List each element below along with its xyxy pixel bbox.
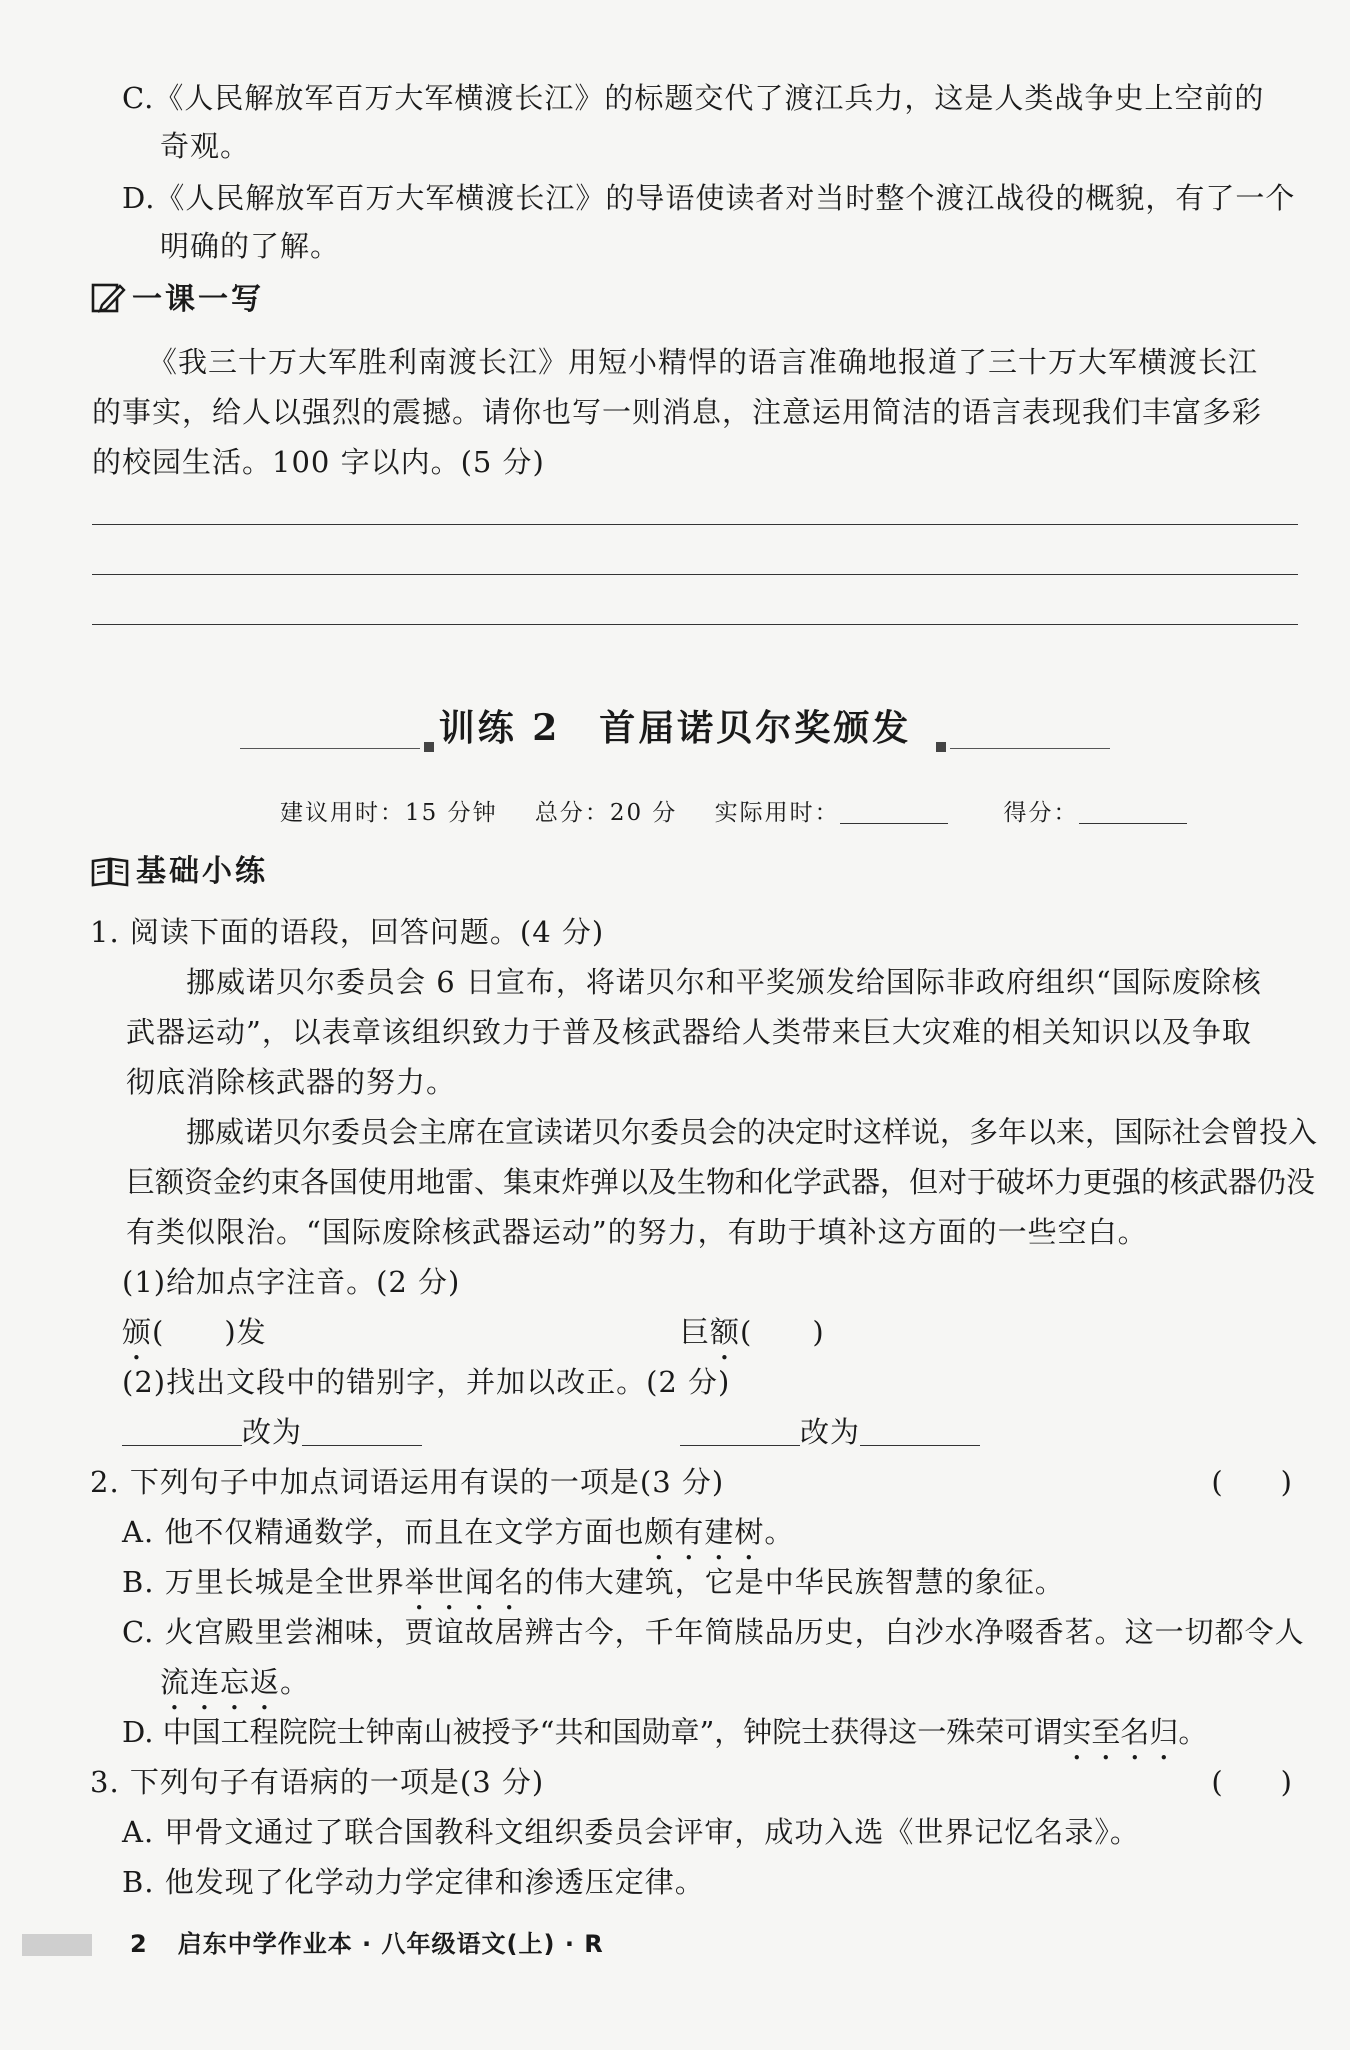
title-right-rule: [950, 748, 1110, 749]
q1-correction-row-1: [122, 1412, 422, 1452]
q2-option-d[interactable]: [122, 1712, 1207, 1767]
q1-passage-p2-line3: 有类似限治。“国际废除核武器运动”的努力，有助于填补这方面的一些空白。: [126, 1215, 1148, 1249]
option-b-end: 的伟大建筑，它是中华民族智慧的象征。: [524, 1565, 1065, 1599]
suggested-time: 建议用时：15 分钟: [280, 800, 498, 826]
q1-sub2: (2)找出文段中的错别字，并加以改正。(2 分): [122, 1365, 731, 1399]
training-meta: [280, 796, 1187, 830]
title-right-square: [936, 742, 946, 752]
option-b-text: B. 万里长城是全世界: [122, 1565, 405, 1599]
q3-stem: 3. 下列句子有语病的一项是(3 分): [90, 1765, 545, 1799]
footer-bar: [22, 1934, 92, 1956]
pencil-note-icon: [90, 281, 126, 315]
q2-option-c-line1[interactable]: C. 火宫殿里尝湘味，贾谊故居辨古今，千年简牍品历史，白沙水净啜香茗。这一切都令人: [122, 1615, 1305, 1649]
pinyin-blank-2[interactable]: ( ): [740, 1315, 825, 1349]
option-d-text: D. 中国工程院院士钟南山被授予“共和国勋章”，钟院士获得这一殊荣可谓: [122, 1715, 1063, 1749]
q1-sub1: (1)给加点字注音。(2 分): [122, 1265, 461, 1299]
score-got-label: 得分：: [1003, 800, 1079, 826]
dotted-phrase: 举世闻名: [404, 1565, 525, 1599]
q2-option-c-line2: [160, 1662, 310, 1717]
dotted-phrase: 实至名归: [1062, 1715, 1179, 1749]
option-c-line1: C.《人民解放军百万大军横渡长江》的标题交代了渡江兵力，这是人类战争史上空前的: [122, 81, 1265, 115]
q1-correction-row-2: [680, 1412, 980, 1452]
plain-char: 巨: [680, 1315, 711, 1349]
dotted-phrase: 颇有建树: [644, 1515, 765, 1549]
answer-line-2[interactable]: [92, 574, 1298, 575]
q3-answer-paren[interactable]: ( ): [1211, 1765, 1292, 1799]
q3-option-b[interactable]: B. 他发现了化学动力学定律和渗透压定律。: [122, 1865, 705, 1899]
dotted-char: 额: [710, 1315, 741, 1349]
footer-text: [130, 1924, 604, 1959]
option-c-end: 。: [280, 1665, 311, 1699]
writing-prompt-line3: 的校园生活。100 字以内。(5 分): [92, 445, 545, 479]
dotted-char: 颁: [122, 1315, 153, 1349]
q2-option-b[interactable]: [122, 1562, 1065, 1617]
option-d-line2: 明确的了解。: [160, 229, 341, 263]
option-c-line2: 奇观。: [160, 129, 251, 163]
writing-prompt-line1: 《我三十万大军胜利南渡长江》用短小精悍的语言准确地报道了三十万大军横渡长江: [148, 345, 1259, 379]
page-number: 2: [130, 1930, 148, 1958]
q3-option-a[interactable]: A. 甲骨文通过了联合国教科文组织委员会评审，成功入选《世界记忆名录》。: [122, 1815, 1140, 1849]
option-a-end: 。: [764, 1515, 795, 1549]
actual-time-blank[interactable]: [840, 799, 948, 824]
training-title-block: [240, 700, 1110, 760]
page-footer: [0, 1920, 1350, 1970]
q1-passage-p1-line1: 挪威诺贝尔委员会 6 日宣布，将诺贝尔和平奖颁发给国际非政府组织“国际废除核: [186, 965, 1262, 999]
answer-line-3[interactable]: [92, 624, 1298, 625]
q1-passage-p2-line2: 巨额资金约束各国使用地雷、集束炸弹以及生物和化学武器，但对于破坏力更强的核武器仍没: [126, 1165, 1316, 1199]
q2-answer-paren[interactable]: ( ): [1211, 1465, 1292, 1499]
wrong-char-blank-1[interactable]: [122, 1419, 242, 1446]
writing-prompt-line2: 的事实，给人以强烈的震撼。请你也写一则消息，注意运用简洁的语言表现我们丰富多彩: [92, 395, 1263, 429]
q1-pinyin-item1: [122, 1312, 267, 1367]
open-book-icon: [90, 855, 130, 887]
writing-heading-text: 一课一写: [132, 282, 264, 317]
option-d-line1: D.《人民解放军百万大军横渡长江》的导语使读者对当时整个渡江战役的概貌，有了一个: [122, 181, 1296, 215]
q2-stem: 2. 下列句子中加点词语运用有误的一项是(3 分): [90, 1465, 725, 1499]
basic-section-heading: [90, 852, 268, 892]
writing-section-heading: [90, 280, 264, 320]
wrong-char-blank-2[interactable]: [680, 1419, 800, 1446]
option-a-text: A. 他不仅精通数学，而且在文学方面也: [122, 1515, 645, 1549]
q2-option-a[interactable]: [122, 1512, 794, 1567]
fix-label-2: 改为: [800, 1415, 861, 1449]
actual-time-label: 实际用时：: [714, 800, 840, 826]
dotted-phrase: 流连忘返: [160, 1665, 281, 1699]
q1-stem: 1. 阅读下面的语段，回答问题。(4 分): [90, 915, 605, 949]
right-char-blank-2[interactable]: [860, 1419, 980, 1446]
fix-label-1: 改为: [242, 1415, 303, 1449]
score-got-blank[interactable]: [1079, 799, 1187, 824]
training-title: 训练 2 首届诺贝尔奖颁发: [438, 707, 912, 749]
basic-heading-text: 基础小练: [136, 854, 268, 889]
option-d-end: 。: [1178, 1715, 1208, 1749]
answer-line-1[interactable]: [92, 524, 1298, 525]
q1-pinyin-item2: [680, 1312, 825, 1367]
q1-passage-p1-line2: 武器运动”，以表章该组织致力于普及核武器给人类带来巨大灾难的相关知识以及争取: [126, 1015, 1252, 1049]
book-title: 启东中学作业本 · 八年级语文(上) · R: [177, 1930, 604, 1958]
q1-passage-p1-line3: 彻底消除核武器的努力。: [126, 1065, 457, 1099]
total-score: 总分：20 分: [534, 800, 678, 826]
pinyin-blank-1[interactable]: ( )发: [152, 1315, 267, 1349]
right-char-blank-1[interactable]: [302, 1419, 422, 1446]
q1-passage-p2-line1: 挪威诺贝尔委员会主席在宣读诺贝尔委员会的决定时这样说，多年以来，国际社会曾投入: [186, 1115, 1318, 1149]
